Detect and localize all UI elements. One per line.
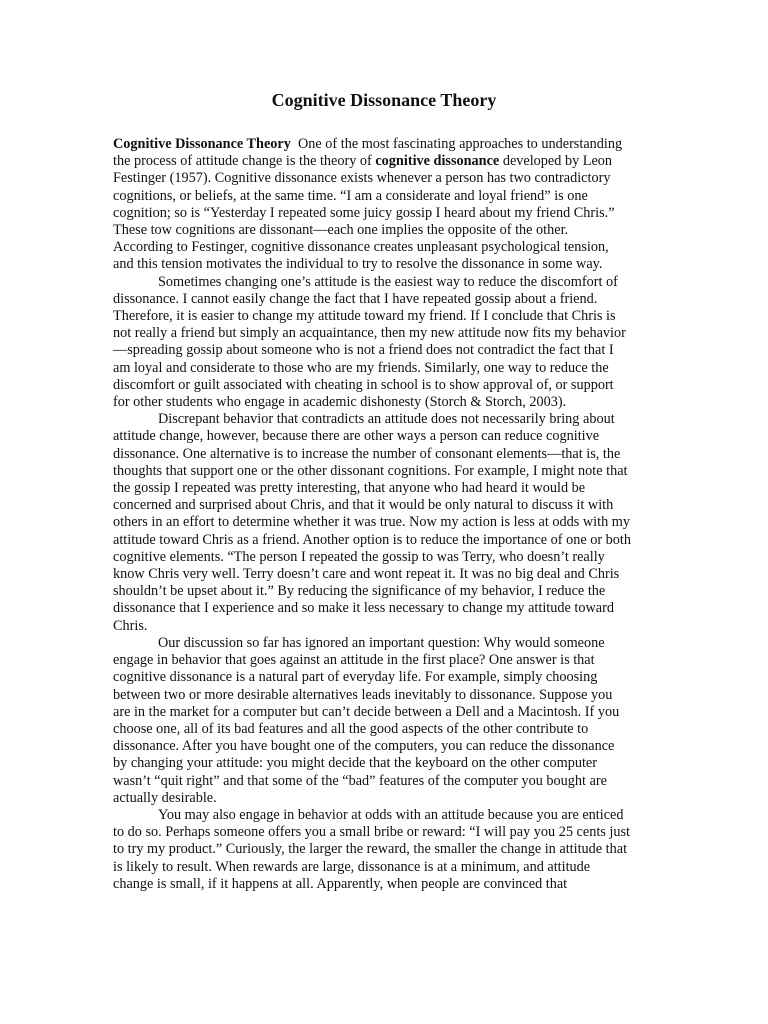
paragraph-4: Our discussion so far has ignored an important question: Why would someone engage in behavior that goes against an attitude in the first place? One answer is that cognitive dissonance is a natural part of everyday life. For example, simply choosing between two or more desirable alternatives leads inevitably to dissonance. Suppose you are in the market for a computer but can’t decide between a Dell and a Macintosh. If you choose one, all of its bad features and all the good aspects of the other contribute to dissonance. After you have bought one of the computers, you can reduce the dissonance by changing your attitude: you might decide that the keyboard on the other computer wasn’t “quit right” and that some of the “bad” features of the computer you bought are actually desirable. <box>113 634 620 806</box>
lead-heading: Cognitive Dissonance Theory <box>113 136 291 152</box>
paragraph-5: You may also engage in behavior at odds with an attitude because you are enticed to do so. Perhaps someone offers you a small bribe or reward: “I will pay you 25 cents just to try my product.” Curiously, the larger the reward, the smaller the change in attitude that is likely to result. When rewards are large, dissonance is at a minimum, and attitude change is small, if it happens at all. Apparently, when people are convinced that <box>113 806 630 892</box>
document-body <box>113 136 631 893</box>
paragraph-1 <box>113 136 631 274</box>
paragraph-1-text-a: One of the most fascinating approaches to understanding the process of attitude change is the theory of <box>113 136 626 170</box>
key-term: cognitive dissonance <box>375 153 500 170</box>
paragraph-3: Discrepant behavior that contradicts an attitude does not necessarily bring about attitude change, however, because there are other ways a person can reduce cognitive dissonance. One alternative is to increase the number of consonant elements—that is, the thoughts that support one or the other dissonant cognitions. For example, I might note that the gossip I repeated was pretty interesting, that anyone who had heard it would be concerned and surprised about Chris, and that it would be only natural to discuss it with others in an effort to determine whether it was true. Now my action is less at odds with my attitude toward Chris as a friend. Another option is to reduce the importance of one or both cognitive elements. “The person I repeated the gossip to was Terry, who doesn’t really know Chris very well. Terry doesn’t care and wont repeat it. It was no big deal and Chris shouldn’t be upset about it.” By reducing the significance of my behavior, I reduce the dissonance that I experience and so make it less necessary to change my attitude toward Chris. <box>113 411 632 634</box>
document-title: Cognitive Dissonance Theory <box>271 90 497 110</box>
paragraph-2: Sometimes changing one’s attitude is the easiest way to reduce the discomfort of dissonance. I cannot easily change the fact that I have repeated gossip about a friend. Therefore, it is easier to change my attitude toward my friend. If I conclude that Chris is not really a friend but simply an acquaintance, then my new attitude now fits my behavior —spreading gossip about someone who is not a friend does not contradict the fact that I am loyal and considerate to those who are my friends. Similarly, one way to reduce the discomfort or guilt associated with cheating in school is to show approval of, or support for other students who engage in academic dishonesty (Storch & Storch, 2003). <box>113 273 626 411</box>
paragraph-1-text-b: developed by Leon Festinger (1957). Cognitive dissonance exists whenever a person has two contradictory cognitions, or beliefs, at the same time. “I am a considerate and loyal friend” is one cognition; so is “Yesterday I repeated some juicy gossip I heard about my friend Chris.” These tow cognitions are dissonant—each one implies the opposite of the other. According to Festinger, cognitive dissonance creates unpleasant psychological tension, and this tension motivates the individual to try to resolve the dissonance in some way. <box>113 153 615 273</box>
